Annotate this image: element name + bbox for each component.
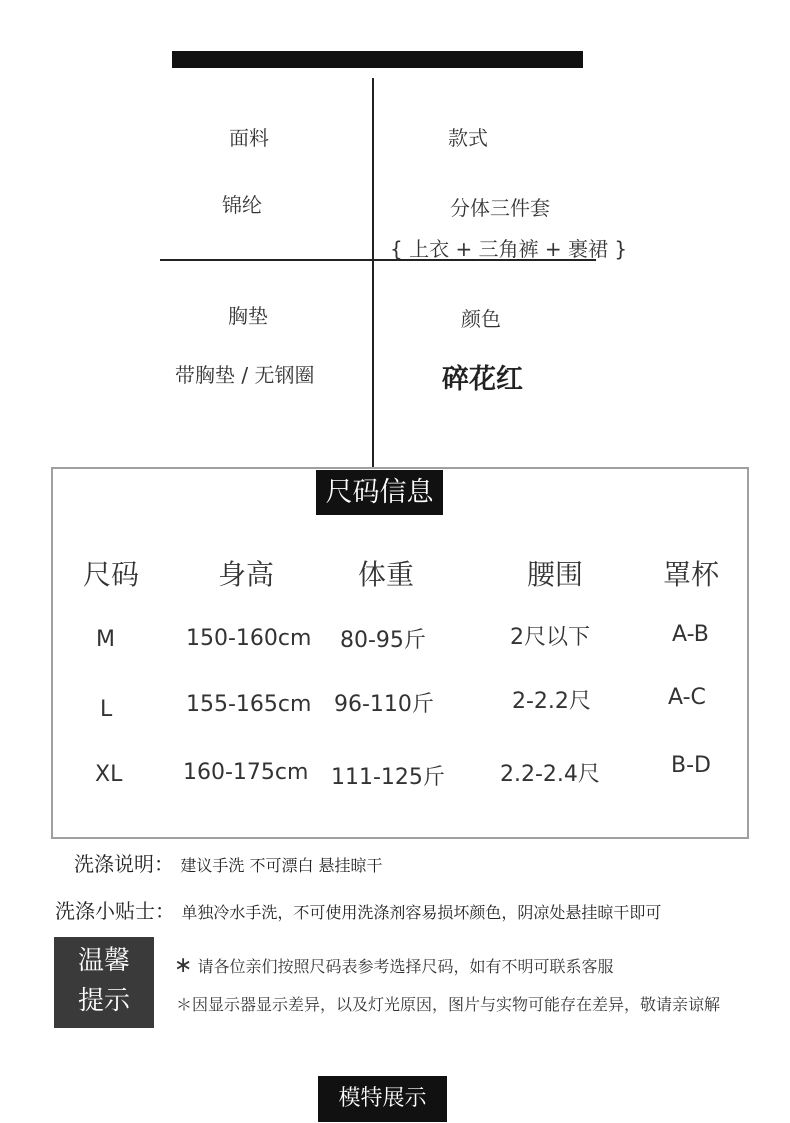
table-cell: 2-2.2尺 — [512, 689, 591, 714]
table-cell: 111-125斤 — [331, 765, 445, 790]
model-showcase-button[interactable]: 模特展示 — [318, 1076, 447, 1122]
washing-tips-text: 单独冷水手洗，不可使用洗涤剂容易损坏颜色，阴凉处悬挂晾干即可 — [181, 903, 662, 922]
table-cell: 80-95斤 — [340, 628, 426, 653]
table-cell: 155-165cm — [186, 692, 312, 717]
style-detail: { 上衣 + 三角裤 + 裹裙 } — [390, 237, 628, 261]
reminder-item-2: ＊因显示器显示差异，以及灯光原因，图片与实物可能存在差异，敬请亲谅解 — [176, 995, 721, 1014]
header-cup: 罩杯 — [663, 558, 720, 591]
washing-text: 建议手洗 不可漂白 悬挂晾干 — [180, 856, 383, 875]
washing-instructions — [74, 848, 383, 877]
header-waist: 腰围 — [527, 558, 584, 591]
table-cell: XL — [95, 762, 123, 787]
style-value: 分体三件套 — [450, 196, 550, 220]
table-cell: 150-160cm — [186, 626, 312, 651]
washing-tips-label: 洗涤小贴士： — [55, 899, 175, 923]
table-cell: M — [96, 627, 115, 652]
pad-value: 带胸垫 / 无钢圈 — [175, 363, 315, 387]
reminder-label-line1: 温馨 — [77, 946, 130, 976]
size-table-title: 尺码信息 — [316, 470, 443, 515]
reminder-badge — [54, 937, 154, 1028]
table-cell: 2尺以下 — [510, 625, 590, 650]
fabric-label: 面料 — [229, 126, 269, 150]
vertical-divider — [372, 78, 374, 468]
washing-label: 洗涤说明： — [74, 852, 174, 876]
pad-label: 胸垫 — [228, 304, 268, 328]
header-size: 尺码 — [83, 558, 140, 591]
table-cell: 160-175cm — [183, 760, 309, 785]
washing-tips — [55, 895, 661, 924]
reminder-item-1-text: 请各位亲们按照尺码表参考选择尺码，如有不明可联系客服 — [197, 957, 614, 976]
reminder-label-line2: 提示 — [77, 986, 130, 1016]
header-height: 身高 — [218, 558, 275, 591]
color-value: 碎花红 — [442, 364, 523, 395]
reminder-item-1 — [174, 953, 614, 978]
table-cell: B-D — [671, 753, 711, 778]
color-label: 颜色 — [461, 307, 501, 331]
table-cell: L — [100, 697, 113, 722]
top-title-bar — [172, 51, 583, 68]
asterisk-icon: ∗ — [174, 953, 193, 978]
table-cell: 96-110斤 — [334, 692, 434, 717]
header-weight: 体重 — [358, 558, 415, 591]
table-cell: A-C — [668, 685, 706, 710]
table-cell: A-B — [672, 622, 709, 647]
table-cell: 2.2-2.4尺 — [500, 762, 600, 787]
fabric-value: 锦纶 — [222, 193, 262, 217]
style-label: 款式 — [448, 126, 488, 150]
